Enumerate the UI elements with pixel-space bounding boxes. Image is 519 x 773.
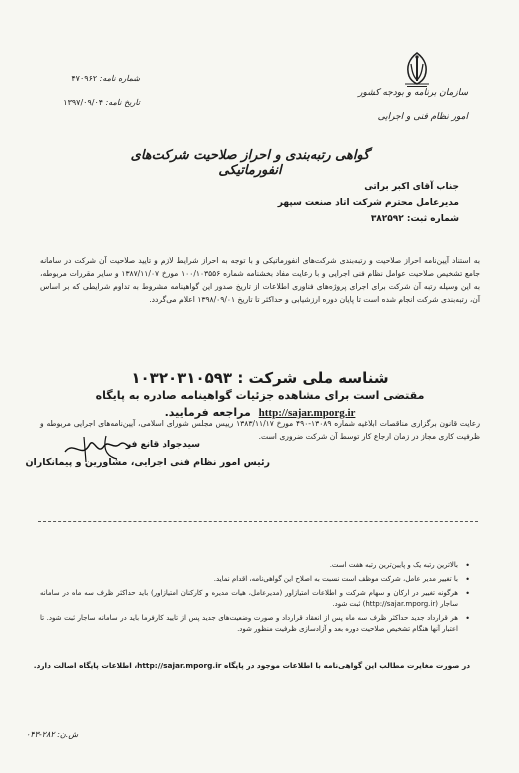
notice-url-line: http://sajar.mporg.ir مراجعه فرمایید. [164, 406, 356, 419]
org-name-line1: سازمان برنامه و بودجه کشور [358, 88, 468, 98]
registration-number: شماره ثبت: ۳۸۲۵۹۲ [370, 214, 459, 224]
final-note: در صورت مغایرت مطالب این گواهی‌نامه با اطلاعات موجود در پایگاه http://sajar.mporg.ir، اطلاعات پایگاه اصالت دارد. [33, 661, 470, 670]
sajar-link[interactable]: http://sajar.mporg.ir [258, 407, 356, 419]
national-id: شناسه ملی شرکت : ۱۰۳۲۰۳۱۰۵۹۳ [131, 369, 389, 387]
signatory-title: رئیس امور نظام فنی اجرایی، مشاورین و پیمانکاران [25, 457, 270, 468]
iran-emblem-icon [400, 50, 434, 88]
letter-number: شماره نامه: ۴۷۰۹۶۲ [71, 74, 140, 83]
list-item: • هر قرارداد جدید حداکثر ظرف سه ماه پس از انعقاد قرارداد و صورت وضعیت‌های جدید پس از تایید کارفرما باید در سامانه ساجار ثبت شود. تا اعتبار آنها هنگام تشخیص صلاحیت دوره بعد و آزادسازی ظرفیت منظور شود. [40, 614, 470, 633]
body-paragraph: به استناد آیین‌نامه احراز صلاحیت و رتبه‌بندی شرکت‌های انفورماتیکی و با توجه به احراز شرایط لازم و تایید صلاحیت آن شرکت در سامانه جامع تشخیص صلاحیت عوامل نظام فنی اجرایی و با رعایت مفاد بخشنامه شماره ۱۰۰/۱۰۳۵۵۶ مورخ ۱۳۸۷/۱۱/۰۷ و سایر مقررات مربوطه، به این وسیله رتبه آن شرکت برای اجرای پروژه‌های فناوری اطلاعات از تاریخ صدور این گواهینامه مشروط به تداوم شرایطی که بر اساس آن، رتبه‌بندی شرکت انجام شده است تا پایان دوره ارزشیابی و حداکثر تا تاریخ ۱۳۹۸/۰۹/۰۱ اعلام می‌گردد. [40, 256, 480, 304]
list-item: • بالاترین رتبه یک و پایین‌ترین رتبه هفت است. [329, 561, 470, 570]
divider [38, 521, 478, 522]
signatory-name: سیدجواد قانع فر [125, 440, 200, 450]
recipient-name: جناب آقای اکبر براتی [364, 182, 459, 192]
letter-date: تاریخ نامه: ۱۳۹۷/۰۹/۰۴ [63, 98, 140, 107]
list-item: • با تغییر مدیر عامل، شرکت موظف است نسبت به اصلاح این گواهی‌نامه، اقدام نماید. [213, 575, 470, 584]
org-name-line2: امور نظام فنی و اجرایی [377, 112, 468, 122]
regulation-paragraph: رعایت قانون برگزاری مناقصات ابلاغیه شماره ۱۳۰۸۹-۴۹۰ مورخ ۱۳۸۳/۱۱/۱۷ رییس مجلس شورای اسلامی، آیین‌نامه‌های اجرایی مربوطه و ظرفیت کاری مجاز در زمان ارجاع کار توسط آن شرکت ضروری است. [40, 419, 480, 441]
list-item: • هرگونه تغییر در ارکان و سهام شرکت و اطلاعات امتیازاور (مدیرعامل، هیات مدیره و کارکنان امتیازاور) باید حداکثر ظرف سه ماه در سامانه ساجار (http://sajar.mporg.ir) ثبت شود. [40, 589, 470, 608]
recipient-position: مدیرعامل محترم شرکت اتاد صنعت سپهر [277, 198, 459, 208]
footer-code: ش.ن: ۲۸۲-۰۴۳ [26, 730, 79, 739]
notice-line: مقتضی است برای مشاهده جزئیات گواهینامه صادره به پایگاه [95, 389, 425, 402]
notes-list [40, 560, 470, 638]
document-title: گواهی رتبه‌بندی و احراز صلاحیت شرکت‌های انفورماتیکی [130, 148, 370, 178]
